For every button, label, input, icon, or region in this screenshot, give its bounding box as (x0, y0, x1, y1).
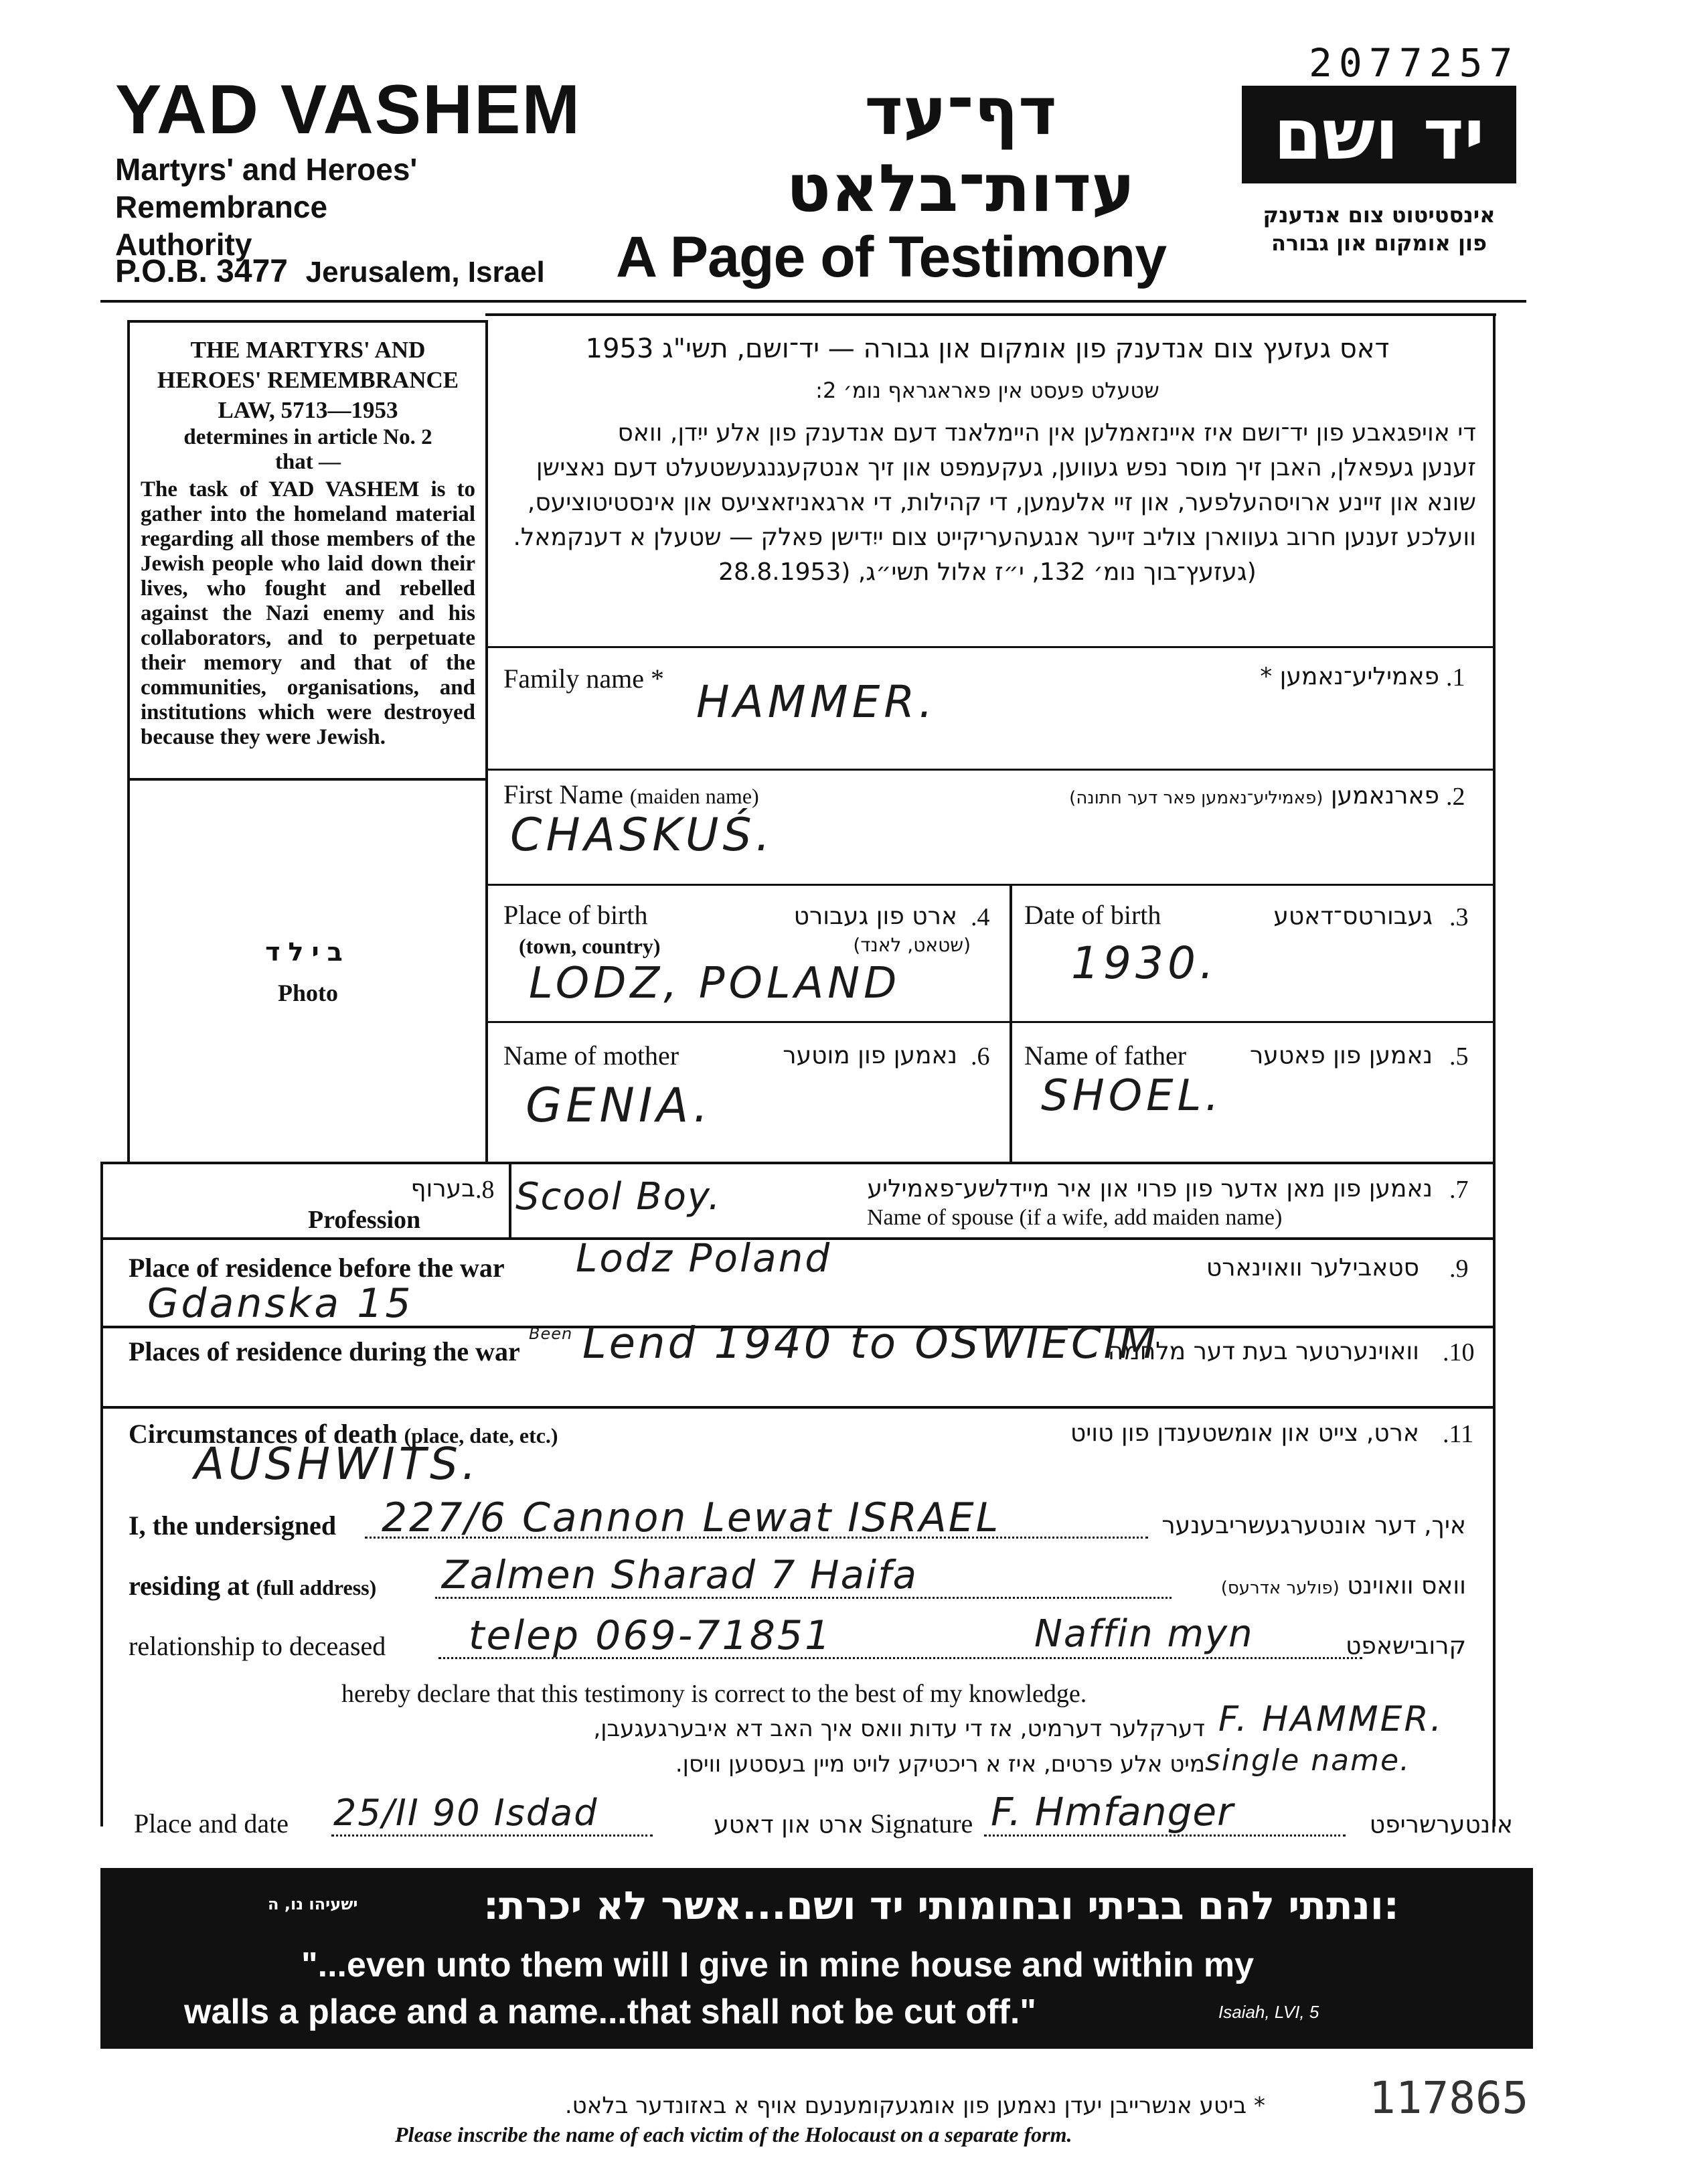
first-name-value[interactable]: CHASKUŚ. (510, 809, 775, 862)
yiddish-line: דאס געזעץ צום אנדענק פון אומקום און גבורה — יד־ושם, תשי"ג 1953 (585, 333, 1390, 364)
residence-before-war-address[interactable]: Gdanska 15 (147, 1280, 414, 1327)
circumstances-of-death-label-hebrew: ארט, צייט און אומשטענדן פון טויט (1070, 1419, 1419, 1447)
logo-caption-line: פון אומקום און גבורה (1271, 230, 1487, 256)
first-name-label-sub: (maiden name) (629, 784, 759, 808)
quote-hebrew-reference: ישעיהו נו, ה (268, 1895, 358, 1914)
serial-number-top: 2077257 (1309, 40, 1520, 86)
signature-label-hebrew: אונטערשריפט (1369, 1811, 1513, 1839)
law-article-line: that — (274, 450, 341, 474)
quote-english-line1: "...even unto them will I give in mine house and within my (301, 1946, 1255, 1984)
hebrew-title-line2: עדות־בלאט (786, 151, 1135, 227)
field-number: .8 (475, 1176, 495, 1204)
yiddish-line: זענען געפאלן, האבן זיך מוסר נפש געווען, געקעמפט און זיך אנטקעגנגעשטעלט דעם נאצישן (536, 454, 1476, 481)
photo-label-hebrew: בילד (265, 937, 351, 967)
frame-right (1493, 313, 1496, 1826)
signature-label: Signature (870, 1808, 973, 1839)
org-subtitle (115, 151, 417, 263)
circumstances-of-death-value[interactable]: AUSHWITS. (194, 1438, 480, 1490)
relationship-value-extra[interactable]: Naffin myn (1034, 1612, 1254, 1656)
quote-hebrew: :ונתתי להם בביתי ובחומותי יד ושם...אשר לא יכרת: (483, 1883, 1399, 1928)
law-description (141, 335, 475, 750)
residing-label-sub: (full address) (256, 1575, 377, 1600)
circumstances-label-main: Circumstances of death (129, 1419, 398, 1449)
place-of-birth-sublabel: (town, country) (519, 934, 661, 958)
serial-number-bottom: 117865 (1369, 2072, 1529, 2124)
law-heading-line: THE MARTYRS' AND (190, 337, 426, 363)
mother-name-label: Name of mother (503, 1040, 679, 1071)
org-subtitle-line: Martyrs' and Heroes' (115, 152, 418, 187)
date-of-birth-value[interactable]: 1930. (1071, 937, 1218, 989)
relationship-value[interactable]: telep 069-71851 (469, 1612, 833, 1659)
law-text: The task of YAD VASHEM is to gather into the homeland material regarding all those members of the Jewish people who laid down their lives, who fought and rebelled against the Nazi enemy and his collaborators, and to perpetuate their memory and that of the communities, organisations, and institutions which were destroyed because they were Jewish. (141, 477, 475, 749)
row-rule-3 (485, 884, 1495, 886)
field-number: .7 (1449, 1176, 1469, 1204)
mid-col-divider (1010, 884, 1012, 1162)
footnote-hebrew: * ביטע אנשרייבן יעדן נאמען פון אומגעקומענעם אויף א באזונדער בלאט. (564, 2092, 1265, 2119)
first-name-label-heb-main: פארנאמען (1330, 782, 1439, 809)
residing-label (129, 1570, 376, 1602)
mother-name-value[interactable]: GENIA. (526, 1078, 712, 1133)
yiddish-line: שונא און זיינע ארויסהעלפער, און זיי אלעמען, די קהילות, די ארגאניזאציעס און אינסטיטוציעס, (527, 489, 1476, 516)
place-of-birth-label-hebrew: ארט פון געבורט (793, 903, 957, 930)
undersigned-label: I, the undersigned (129, 1510, 337, 1541)
field-number: .4 (971, 903, 990, 931)
quote-english-line2: walls a place and a name...that shall not be cut off." (184, 1993, 1036, 2031)
residing-value[interactable]: Zalmen Sharad 7 Haifa (442, 1552, 918, 1597)
residence-during-war-note: Been (529, 1324, 573, 1343)
row-rule-5 (100, 1162, 1495, 1164)
place-date-label-hebrew: ארט און דאטע (714, 1811, 864, 1839)
hereby-declaration: hereby declare that this testimony is correct to the best of my knowledge. (341, 1680, 1087, 1708)
logo-caption (1242, 201, 1516, 257)
org-subtitle-line: Authority (115, 227, 252, 262)
declaration-hebrew-line1: דערקלער דערמיט, אז די עדות וואס איך האב דא איבערגעגעבן, (593, 1715, 1205, 1742)
postal-address (115, 253, 545, 290)
undersigned-label-hebrew: איך, דער אונטערגעשריבענער (1161, 1512, 1466, 1539)
place-of-birth-value[interactable]: LODZ, POLAND (529, 959, 901, 1008)
residence-before-war-label: Place of residence before the war (129, 1253, 505, 1283)
undersigned-value[interactable]: 227/6 Cannon Lewat ISRAEL (382, 1494, 1001, 1541)
photo-label: Photo (278, 980, 338, 1006)
declaration-hebrew-line2: מיט אלע פרטים, איז א ריכטיקע לויט מיין בעסטען וויסן. (675, 1751, 1205, 1778)
field-number: .5 (1449, 1042, 1469, 1071)
signed-name[interactable]: F. HAMMER. (1218, 1699, 1444, 1739)
family-name-label-hebrew: פאמיליע־נאמען * (1260, 663, 1439, 690)
law-heading-line: HEROES' REMEMBRANCE (157, 367, 459, 393)
law-heading-line: LAW, 5713—1953 (218, 397, 398, 423)
header-rule (100, 300, 1526, 303)
first-name-label-main: First Name (503, 779, 623, 809)
first-name-label-heb-sub: (פאמיליע־נאמען פאר דער חתונה) (1069, 788, 1323, 808)
field-number: .6 (971, 1042, 990, 1071)
law-box-bottom (127, 778, 485, 781)
profession-label: Profession (308, 1206, 421, 1234)
spouse-label: Name of spouse (if a wife, add maiden name) (867, 1205, 1283, 1230)
residence-during-war-value[interactable]: Lend 1940 to OSWIECIM (582, 1319, 1159, 1369)
row-rule-2 (485, 769, 1495, 771)
field-number: .1 (1446, 664, 1465, 692)
yiddish-line: וועלכע זענען חרוב געווארן צוליב זייער אנגעהעריקייט צום ייִדישן פאלק — שטעלן א דענקמאל. (513, 524, 1476, 551)
spouse-label-hebrew: נאמען פון מאן אדער פון פרוי און איר מיידלשע־פאמיליע (867, 1175, 1433, 1202)
place-date-label: Place and date (134, 1808, 289, 1839)
residence-before-war-value[interactable]: Lodz Poland (576, 1235, 832, 1281)
field-number: .9 (1449, 1255, 1469, 1283)
residing-label-heb-sub: (פולער אדרעס) (1220, 1578, 1340, 1598)
yad-vashem-logo: יד ושם (1242, 86, 1516, 183)
field-number: .3 (1449, 903, 1469, 931)
date-of-birth-label: Date of birth (1024, 900, 1161, 930)
father-name-label: Name of father (1024, 1040, 1187, 1071)
law-heading (141, 335, 475, 425)
org-subtitle-line: Remembrance (115, 189, 328, 224)
residence-during-war-label: Places of residence during the war (129, 1336, 520, 1367)
yiddish-law-text (499, 331, 1476, 590)
father-name-label-hebrew: נאמען פון פאטער (1249, 1042, 1433, 1069)
spouse-value[interactable]: Scool Boy. (515, 1175, 722, 1219)
signature-line (984, 1835, 1346, 1837)
first-name-label-hebrew (984, 782, 1439, 809)
residing-label-heb-main: וואס וואוינט (1347, 1572, 1466, 1600)
law-article (141, 425, 475, 475)
row-rule-4 (485, 1021, 1495, 1023)
signed-note[interactable]: single name. (1205, 1743, 1411, 1778)
footnote-english: Please inscribe the name of each victim of the Holocaust on a separate form. (395, 2122, 1072, 2147)
residence-during-war-label-hebrew: וואוינערטער בעת דער מלחמה (1107, 1338, 1419, 1365)
law-article-line: determines in article No. 2 (183, 425, 432, 449)
relationship-label: relationship to deceased (129, 1631, 386, 1661)
signature-value[interactable]: F. Hmfanger (991, 1789, 1234, 1835)
yiddish-line: די אויפגאבע פון יד־ושם איז איינזאמלען אין היימלאנד דעם אנדענק פון אלע ייִדן, וואס (617, 419, 1476, 447)
row-rule-8 (100, 1406, 1495, 1409)
city: Jerusalem, Israel (305, 256, 545, 289)
residing-label-hebrew (1178, 1572, 1466, 1600)
frame-top-right (485, 313, 1496, 316)
relationship-label-hebrew: קרובישאפט (1346, 1632, 1466, 1660)
row-rule-1 (485, 646, 1495, 648)
logo-caption-line: אינסטיטוט צום אנדענק (1263, 202, 1496, 228)
place-of-birth-label: Place of birth (503, 900, 648, 930)
page-title: A Page of Testimony (616, 225, 1167, 289)
family-name-value[interactable]: HAMMER. (696, 676, 937, 728)
father-name-value[interactable]: SHOEL. (1041, 1071, 1223, 1121)
residence-before-war-label-hebrew: סטאבילער וואוינארט (1206, 1254, 1419, 1281)
field-number: .2 (1446, 783, 1465, 811)
frame-left (127, 320, 130, 1162)
profession-divider (509, 1162, 511, 1239)
residing-label-main: residing at (129, 1571, 250, 1601)
family-name-label: Family name * (503, 664, 664, 694)
hebrew-title-line1: דף־עד (864, 74, 1057, 150)
place-date-value[interactable]: 25/II 90 Isdad (333, 1792, 598, 1834)
date-of-birth-label-hebrew: געבורטס־דאטע (1273, 903, 1433, 930)
frame-left-lower (100, 1162, 103, 1826)
first-name-label (503, 779, 759, 810)
circumstances-label-sub: (place, date, etc.) (404, 1423, 558, 1448)
place-of-birth-sublabel-hebrew: (שטאט, לאנד) (853, 934, 971, 956)
profession-label-hebrew: בערוף (410, 1175, 475, 1202)
pob: P.O.B. 3477 (115, 254, 288, 289)
org-title: YAD VASHEM (115, 71, 582, 149)
field-number: .11 (1443, 1420, 1474, 1448)
frame-top-left (127, 320, 485, 323)
yiddish-line: שטעלט פעסט אין פאראגראף נומ׳ 2: (815, 378, 1159, 403)
place-date-line (331, 1835, 653, 1837)
frame-left-col-right (485, 320, 488, 1162)
field-number: .10 (1443, 1338, 1475, 1367)
mother-name-label-hebrew: נאמען פון מוטער (783, 1042, 957, 1069)
quote-reference: Isaiah, LVI, 5 (1218, 2002, 1319, 2022)
yiddish-line: (געזעץ־בוך נומ׳ 132, י״ז אלול תשי״ג, (28.8.1953 (718, 558, 1257, 586)
